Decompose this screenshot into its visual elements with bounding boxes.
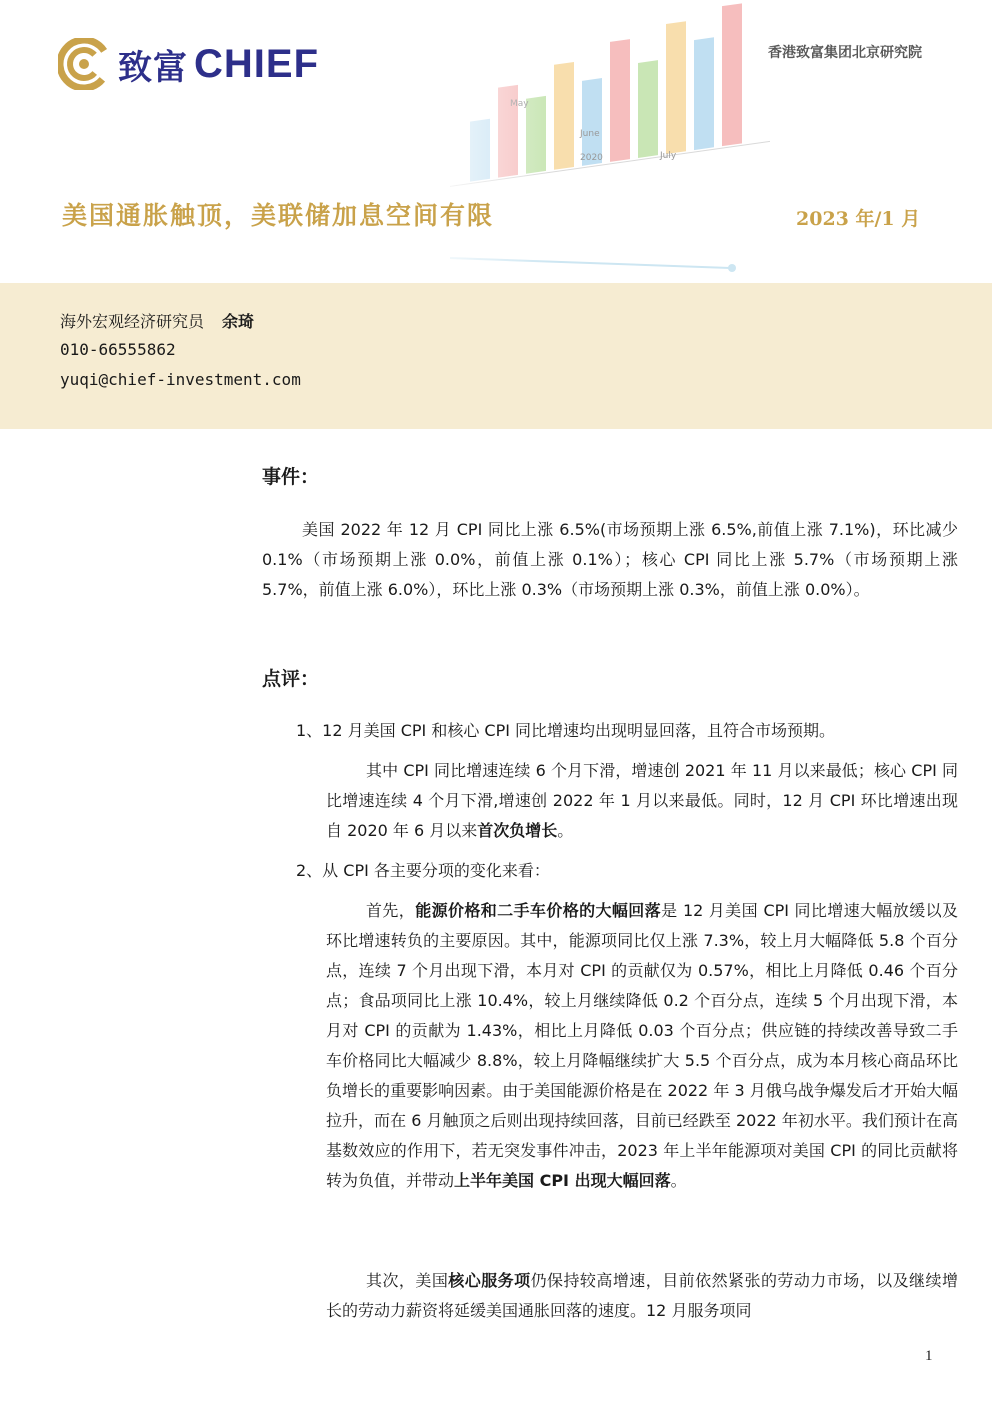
item2-p1-text-a: 首先，	[366, 901, 416, 920]
author-role-line	[60, 309, 254, 332]
company-logo	[58, 38, 319, 90]
item2-p1-bold-1: 能源价格和二手车价格的大幅回落	[415, 901, 662, 920]
item2-p1-text-b: 是 12 月美国 CPI 同比增速大幅放缓以及环比增速转负的主要原因。其中，能源项同比仅上涨 7.3%，较上月大幅降低 5.8 个百分点，连续 7 个月出现下滑，本月对 CPI 的贡献仅为 0.57%，相比上月降低 0.46 个百分点；食品项同比上涨 10.4%，较上月继续降低 0.2 个百分点，连续 5 个月出现下滑，本月对 CPI 的贡献为 1.43%，相比上月降低 0.03 个百分点；供应链的持续改善导致二手车价格同比大幅减少 8.8%，较上月降幅继续扩大 5.5 个百分点，成为本月核心商品环比负增长的重要影响因素。由于美国能源价格是在 2022 年 3 月俄乌战争爆发后才开始大幅拉升，而在 6 月触顶之后则出现持续回落，目前已经跌至 2022 年初水平。我们预计在高基数效应的作用下，若无突发事件冲击，2023 年上半年能源项对美国 CPI 的同比贡献将转为负值，并带动	[326, 901, 958, 1190]
organization-name: 香港致富集团北京研究院	[768, 45, 922, 61]
chief-logo-icon	[58, 38, 110, 90]
item2-p1-bold-2: 上半年美国 CPI 出现大幅回落	[454, 1171, 671, 1190]
item2-p2-text-a: 其次，美国	[366, 1271, 449, 1290]
item2-p2-bold: 核心服务项	[448, 1271, 531, 1290]
logo-chinese-text: 致富	[118, 47, 188, 88]
author-name: 余琦	[222, 312, 255, 331]
item2-p2-text-b: 仍保持较高增速，目前依然紧张的劳动力市场，以及继续增长的劳动力薪资将延缓美国通胀回落的速度。12 月服务项同	[326, 1271, 958, 1320]
item2-title: 2、从 CPI 各主要分项的变化来看：	[296, 861, 550, 880]
event-paragraph: 美国 2022 年 12 月 CPI 同比上涨 6.5%(市场预期上涨 6.5%,前值上涨 7.1%)，环比减少 0.1%（市场预期上涨 0.0%，前值上涨 0.1%）；核心 CPI 同比上涨 5.7%（市场预期上涨 5.7%，前值上涨 6.0%），环比上涨 0.3%（市场预期上涨 0.3%，前值上涨 0.0%）。	[262, 520, 958, 599]
page-number: 1	[925, 1348, 933, 1364]
item1-paragraph	[326, 756, 958, 846]
author-email[interactable]: yuqi@chief-investment.com	[60, 370, 301, 389]
report-header	[0, 0, 992, 283]
item2-p1-text-c: 。	[670, 1171, 687, 1190]
report-title: 美国通胀触顶，美联储加息空间有限	[62, 201, 495, 230]
report-date: 2023 年/1 月	[796, 208, 921, 230]
event-heading: 事件：	[262, 466, 320, 488]
comment-heading: 点评：	[262, 668, 320, 690]
item1-text-a: 其中 CPI 同比增速连续 6 个月下滑，增速创 2021 年 11 月以来最低；核心 CPI 同比增速连续 4 个月下滑,增速创 2022 年 1 月以来最低。同时，12 月 CPI 环比增速出现自 2020 年 6 月以来	[326, 761, 958, 840]
item2-paragraph-2	[326, 1266, 958, 1326]
author-phone: 010-66555862	[60, 340, 176, 359]
item1-bold: 首次负增长	[477, 821, 558, 840]
item1-text-b: 。	[557, 821, 574, 840]
item1-title: 1、12 月美国 CPI 和核心 CPI 同比增速均出现明显回落，且符合市场预期。	[296, 721, 836, 740]
item2-paragraph-1	[326, 896, 958, 1196]
author-role: 海外宏观经济研究员	[60, 312, 205, 331]
logo-english-text: CHIEF	[194, 41, 319, 86]
